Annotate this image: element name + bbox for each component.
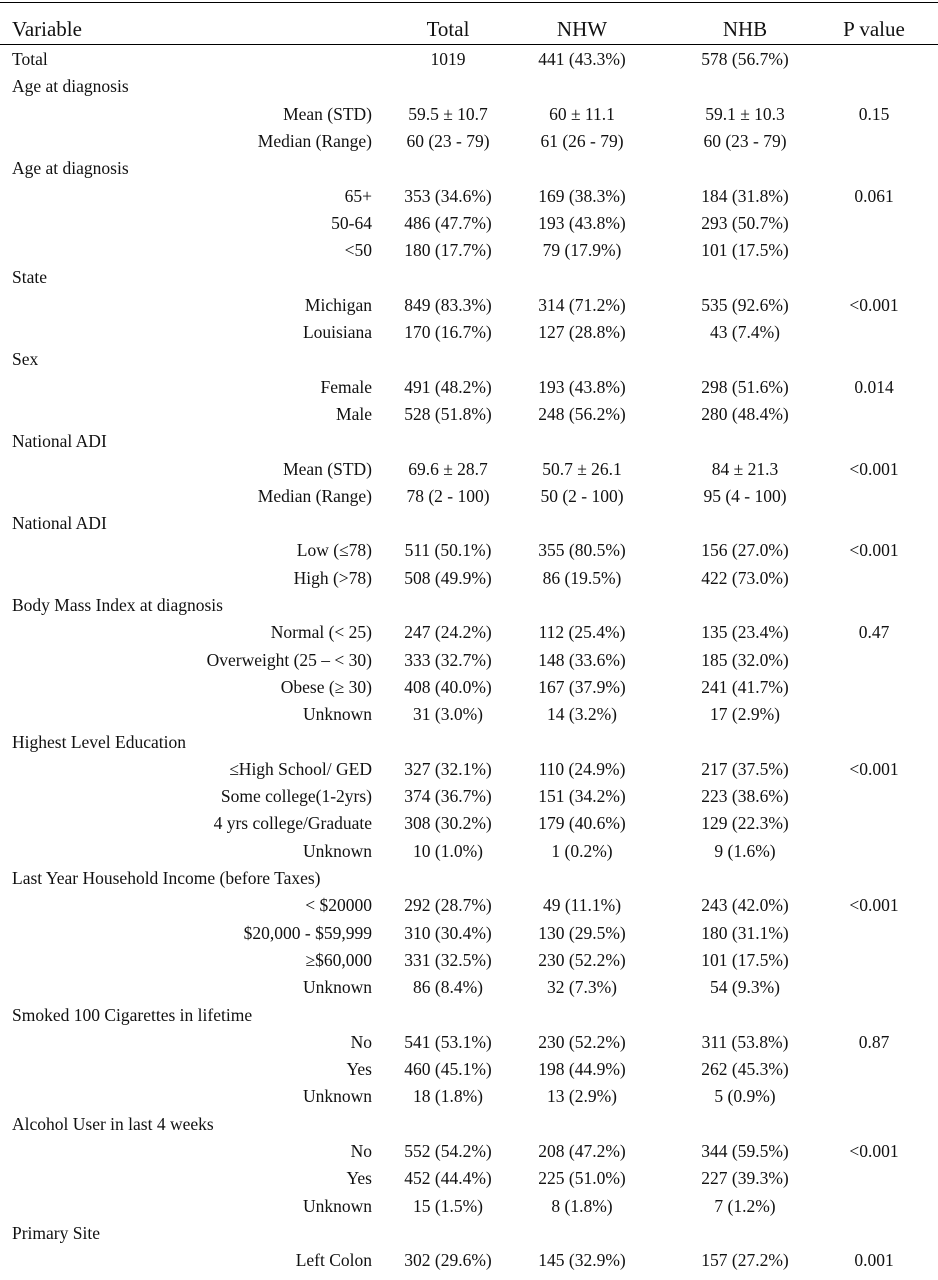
cell-total: 60 (23 - 79) [406,130,490,151]
table-row [0,1029,938,1056]
table-row [0,701,938,728]
cell-total: 511 (50.1%) [404,540,492,561]
cell-total: 78 (2 - 100) [406,485,490,506]
cell-nhb: 280 (48.4%) [701,403,789,424]
group-row [0,155,938,182]
row-label: Mean (STD) [283,103,372,124]
cell-total: 408 (40.0%) [404,676,492,697]
cell-nhw: 230 (52.2%) [538,1031,626,1052]
cell-total: 849 (83.3%) [404,294,492,315]
cell-nhb: 43 (7.4%) [710,322,780,342]
row-label: Mean (STD) [283,458,372,479]
table-row [0,1165,938,1192]
cell-nhw: 193 (43.8%) [538,212,626,233]
header-rule [0,44,938,45]
cell-nhw: 32 (7.3%) [547,977,617,998]
cell-p-value: <0.001 [849,540,899,561]
group-label: National ADI [12,513,107,534]
row-label: Obese (≥ 30) [280,676,372,697]
cell-p-value: <0.001 [849,758,899,779]
cell-nhb: 84 ± 21.3 [711,458,779,479]
cell-total: 528 (51.8%) [404,403,492,424]
cell-nhw: 198 (44.9%) [538,1059,626,1080]
table-row [0,647,938,674]
row-label: Female [320,376,372,397]
row-label: Median (Range) [257,485,372,506]
row-label: Left Colon [295,1250,372,1271]
group-row [0,1220,938,1247]
cell-nhw: 225 (51.0%) [538,1168,626,1189]
cell-nhb: 95 (4 - 100) [703,485,787,506]
cell-total: 491 (48.2%) [404,376,492,397]
row-label: < $20000 [305,895,372,916]
group-label: Body Mass Index at diagnosis [12,595,223,615]
row-label: Louisiana [302,322,372,342]
row-label: 65+ [344,185,372,206]
table-row [0,974,938,1001]
cell-nhb: 156 (27.0%) [701,540,789,561]
table-row [0,756,938,783]
row-label: High (>78) [293,567,372,588]
cell-nhb: 344 (59.5%) [701,1141,789,1161]
table-row [0,210,938,237]
table-row [0,1138,938,1165]
cell-nhb: 217 (37.5%) [701,758,789,779]
group-row [0,346,938,373]
row-label: 4 yrs college/Graduate [213,813,372,834]
group-row [0,729,938,756]
group-label: State [12,267,47,288]
cell-total: 292 (28.7%) [404,895,492,916]
cell-nhw: 61 (26 - 79) [540,130,624,151]
row-label: Unknown [302,704,372,725]
cell-nhb: 185 (32.0%) [701,649,789,670]
cell-total: 180 (17.7%) [404,240,492,261]
cell-nhb: 241 (41.7%) [701,676,789,697]
cell-total: 308 (30.2%) [404,813,492,834]
table-row [0,565,938,592]
cell-nhb: 9 (1.6%) [714,840,776,861]
cell-nhb: 129 (22.3%) [701,813,789,834]
cell-nhb: 311 (53.8%) [701,1031,789,1052]
group-row [0,865,938,892]
cell-nhw: 441 (43.3%) [538,49,626,69]
row-label: No [350,1031,372,1052]
group-label: Last Year Household Income (before Taxes) [12,868,321,888]
cell-total: 18 (1.8%) [413,1086,483,1107]
cell-nhb: 293 (50.7%) [701,212,789,233]
group-label: National ADI [12,431,107,452]
cell-nhb: 184 (31.8%) [701,185,789,206]
cell-nhw: 1 (0.2%) [551,840,613,861]
row-label: Unknown [302,1195,372,1216]
cell-total: 310 (30.4%) [404,922,492,943]
table-row [0,483,938,510]
cell-nhw: 50.7 ± 26.1 [542,458,622,479]
cell-nhb: 135 (23.4%) [701,622,789,643]
header-nhw: NHW [556,17,608,41]
cell-total: 374 (36.7%) [404,786,492,807]
table-row [0,183,938,210]
cell-nhb: 578 (56.7%) [701,49,789,69]
cell-nhw: 86 (19.5%) [542,567,622,588]
cell-nhw: 248 (56.2%) [538,403,626,424]
table-row [0,838,938,865]
cell-total: 486 (47.7%) [404,212,492,233]
cell-total: 552 (54.2%) [404,1141,492,1161]
cell-nhw: 130 (29.5%) [538,922,626,943]
cell-p-value: 0.061 [854,185,894,206]
cell-total: 541 (53.1%) [404,1031,492,1052]
row-label: Some college(1-2yrs) [220,786,372,807]
group-row [0,592,938,619]
cell-total: 170 (16.7%) [404,322,492,342]
row-label: Unknown [302,1086,372,1107]
group-label: Age at diagnosis [12,76,129,97]
cell-nhb: 227 (39.3%) [701,1168,789,1189]
cell-total: 452 (44.4%) [404,1168,492,1189]
table-row [0,619,938,646]
cell-total: 353 (34.6%) [404,185,492,206]
cell-nhb: 223 (38.6%) [701,786,789,807]
table-row [0,1056,938,1083]
row-label: Overweight (25 – < 30) [206,649,372,670]
cell-total: 86 (8.4%) [413,977,483,998]
cell-nhw: 230 (52.2%) [538,949,626,970]
header-nhb: NHB [722,17,768,41]
row-label: Michigan [304,294,372,315]
table-row [0,920,938,947]
cell-p-value: <0.001 [849,895,899,916]
cell-total: 247 (24.2%) [404,622,492,643]
group-row [0,510,938,537]
cell-nhb: 5 (0.9%) [714,1086,776,1107]
cell-nhb: 54 (9.3%) [710,977,780,998]
cell-total: 10 (1.0%) [413,840,483,861]
cell-p-value: 0.87 [858,1031,890,1052]
row-label: Yes [346,1059,372,1080]
cell-total: 331 (32.5%) [404,949,492,970]
row-label: Unknown [302,977,372,998]
cell-total: 460 (45.1%) [404,1059,492,1080]
table-row [0,101,938,128]
cell-nhw: 208 (47.2%) [538,1141,626,1161]
cell-nhw: 151 (34.2%) [538,786,626,807]
cell-nhw: 49 (11.1%) [542,895,622,916]
row-label: No [350,1141,372,1161]
cell-total: 302 (29.6%) [404,1250,492,1271]
cell-nhw: 355 (80.5%) [538,540,626,561]
cell-nhw: 112 (25.4%) [538,622,626,643]
group-row [0,264,938,291]
cell-nhb: 180 (31.1%) [701,922,789,943]
cell-p-value: 0.001 [854,1250,894,1271]
group-label: Highest Level Education [12,731,186,752]
cell-nhw: 79 (17.9%) [542,240,622,261]
total-row [0,46,938,73]
cell-nhb: 7 (1.2%) [714,1195,776,1216]
header-total: Total [426,17,470,41]
cell-total: 15 (1.5%) [413,1195,483,1216]
cell-total: 508 (49.9%) [404,567,492,588]
group-label: Age at diagnosis [12,158,129,179]
group-label: Primary Site [12,1222,100,1243]
cell-nhb: 59.1 ± 10.3 [705,103,785,124]
cell-nhb: 60 (23 - 79) [703,130,787,151]
table-row [0,456,938,483]
cell-nhw: 169 (38.3%) [538,185,626,206]
cell-total: 59.5 ± 10.7 [408,103,488,124]
row-label: ≥$60,000 [305,949,372,970]
cell-nhw: 110 (24.9%) [538,758,626,779]
cell-total: 327 (32.1%) [404,758,492,779]
cell-nhb: 262 (45.3%) [701,1059,789,1080]
cell-nhw: 193 (43.8%) [538,376,626,397]
cell-total: 1019 [430,49,466,69]
table-row [0,319,938,346]
group-row [0,428,938,455]
header-variable: Variable [12,17,82,41]
row-label: Low (≤78) [296,540,372,561]
cell-p-value: 0.15 [858,103,890,124]
cell-p-value: <0.001 [849,458,899,479]
cell-p-value: 0.47 [858,622,890,643]
cell-nhw: 14 (3.2%) [547,704,617,725]
cell-total: 333 (32.7%) [404,649,492,670]
cell-nhb: 101 (17.5%) [701,949,789,970]
row-label: Total [12,49,48,69]
table-row [0,810,938,837]
cell-total: 31 (3.0%) [413,704,483,725]
cell-nhw: 60 ± 11.1 [549,103,615,124]
row-label: Unknown [302,840,372,861]
cell-nhb: 535 (92.6%) [701,294,789,315]
row-label: <50 [344,240,372,261]
table-row [0,783,938,810]
row-label: $20,000 - $59,999 [243,922,372,943]
row-label: Male [336,403,372,424]
cell-nhw: 314 (71.2%) [538,294,626,315]
group-label: Sex [12,349,39,370]
table-row [0,947,938,974]
row-label: Yes [346,1168,372,1189]
table-top-rule [0,2,938,3]
table-row [0,1247,938,1274]
row-label: Median (Range) [257,130,372,151]
row-label: 50-64 [331,212,372,233]
header-p-value: P value [843,17,905,41]
cell-total: 69.6 ± 28.7 [408,458,488,479]
group-row [0,1002,938,1029]
cell-nhw: 179 (40.6%) [538,813,626,834]
table-row [0,674,938,701]
cell-p-value: 0.014 [854,376,894,397]
cell-nhw: 145 (32.9%) [538,1250,626,1271]
group-row [0,73,938,100]
table-row [0,237,938,264]
cell-nhb: 101 (17.5%) [701,240,789,261]
group-row [0,1111,938,1138]
table-row [0,1083,938,1110]
cell-p-value: <0.001 [849,1141,899,1161]
table-row [0,401,938,428]
cell-nhb: 157 (27.2%) [701,1250,789,1271]
cell-nhb: 422 (73.0%) [701,567,789,588]
cell-nhb: 298 (51.6%) [701,376,789,397]
table-row [0,1193,938,1220]
cell-nhw: 127 (28.8%) [538,322,626,342]
row-label: ≤High School/ GED [229,758,372,779]
cell-p-value: <0.001 [849,294,899,315]
cell-nhw: 50 (2 - 100) [540,485,624,506]
table-row [0,292,938,319]
cell-nhw: 148 (33.6%) [538,649,626,670]
cell-nhw: 8 (1.8%) [551,1195,613,1216]
row-label: Normal (< 25) [270,622,372,643]
table-header [0,14,938,44]
group-label: Smoked 100 Cigarettes in lifetime [12,1004,253,1025]
table-row [0,374,938,401]
table-row [0,537,938,564]
table-row [0,892,938,919]
cell-nhb: 243 (42.0%) [701,895,789,916]
cell-nhb: 17 (2.9%) [710,704,780,725]
cell-nhw: 13 (2.9%) [547,1086,617,1107]
table-row [0,128,938,155]
cell-nhw: 167 (37.9%) [538,676,626,697]
group-label: Alcohol User in last 4 weeks [12,1113,214,1134]
